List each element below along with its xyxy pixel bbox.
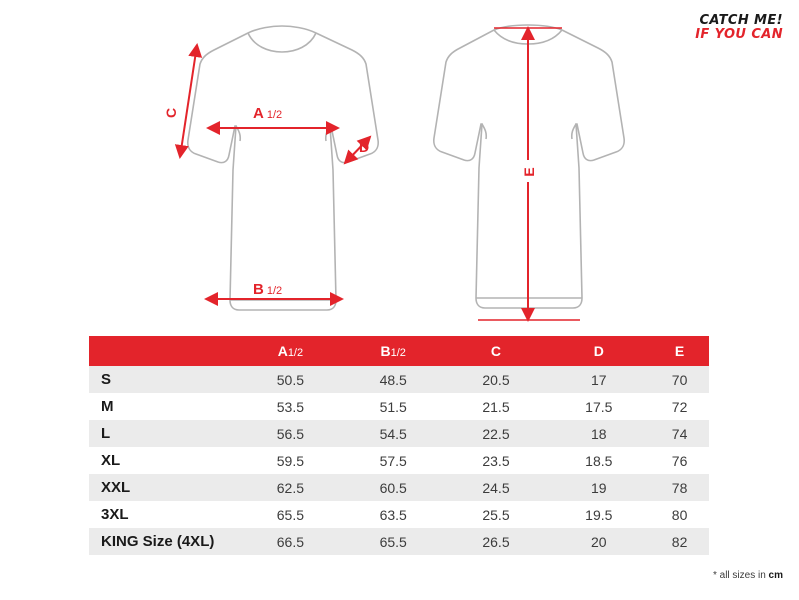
table-header-d-main: D <box>593 343 604 359</box>
table-row <box>89 501 709 528</box>
table-header-c-main: C <box>490 343 502 359</box>
row-size-label: KING Size (4XL) <box>89 528 239 555</box>
table-header-row <box>89 336 709 366</box>
row-value-b: 65.5 <box>342 528 445 555</box>
row-value-d: 19.5 <box>547 501 650 528</box>
tshirt-front-outline <box>188 26 378 310</box>
row-value-e: 70 <box>650 366 709 393</box>
measure-label-c: C <box>163 107 179 118</box>
table-row <box>89 528 709 555</box>
row-value-d: 19 <box>547 474 650 501</box>
table-header-a-main: A <box>277 343 288 359</box>
row-value-c: 22.5 <box>445 420 548 447</box>
brand-logo-line-2: IF YOU CAN <box>695 26 783 42</box>
measure-label-b-main: B <box>253 281 264 298</box>
row-value-e: 72 <box>650 393 709 420</box>
table-row <box>89 393 709 420</box>
row-value-b: 51.5 <box>342 393 445 420</box>
row-value-d: 18.5 <box>547 447 650 474</box>
table-row <box>89 366 709 393</box>
table-header-d <box>547 336 650 366</box>
row-size-label: XL <box>89 447 239 474</box>
table-header-b-main: B <box>380 343 391 359</box>
row-value-b: 54.5 <box>342 420 445 447</box>
row-value-b: 48.5 <box>342 366 445 393</box>
table-row <box>89 420 709 447</box>
units-footnote-prefix: * all sizes in <box>712 570 769 581</box>
table-body <box>89 366 709 555</box>
measure-label-a-main: A <box>253 105 264 122</box>
measure-label-a-frac: 1/2 <box>266 109 283 121</box>
table-header-a-frac: 1/2 <box>287 347 304 359</box>
table-header <box>89 336 709 366</box>
row-value-a: 50.5 <box>239 366 342 393</box>
brand-logo-line-1: CATCH ME! <box>699 13 783 28</box>
row-value-d: 18 <box>547 420 650 447</box>
row-value-e: 82 <box>650 528 709 555</box>
table-header-b-frac: 1/2 <box>390 347 406 359</box>
row-size-label: L <box>89 420 239 447</box>
measure-label-e: E <box>521 167 537 177</box>
row-value-a: 56.5 <box>239 420 342 447</box>
row-value-b: 63.5 <box>342 501 445 528</box>
table-header-size <box>89 336 239 366</box>
units-footnote <box>713 570 783 581</box>
row-value-b: 60.5 <box>342 474 445 501</box>
table-row <box>89 474 709 501</box>
row-value-c: 23.5 <box>445 447 548 474</box>
row-value-c: 25.5 <box>445 501 548 528</box>
table-header-e-main: E <box>674 343 685 359</box>
units-footnote-unit: cm <box>768 570 783 581</box>
measure-label-b-frac: 1/2 <box>266 285 283 297</box>
row-value-a: 66.5 <box>239 528 342 555</box>
row-value-e: 74 <box>650 420 709 447</box>
row-value-a: 59.5 <box>239 447 342 474</box>
table-header-b <box>342 336 445 366</box>
table-header-c <box>445 336 548 366</box>
row-size-label: S <box>89 366 239 393</box>
row-value-a: 65.5 <box>239 501 342 528</box>
row-value-e: 80 <box>650 501 709 528</box>
size-chart-table <box>89 336 709 555</box>
row-value-b: 57.5 <box>342 447 445 474</box>
row-value-c: 26.5 <box>445 528 548 555</box>
row-value-a: 53.5 <box>239 393 342 420</box>
table-row <box>89 447 709 474</box>
row-value-d: 17.5 <box>547 393 650 420</box>
row-value-c: 24.5 <box>445 474 548 501</box>
row-value-d: 20 <box>547 528 650 555</box>
table-header-e <box>650 336 709 366</box>
row-value-d: 17 <box>547 366 650 393</box>
table-header-a <box>239 336 342 366</box>
row-value-a: 62.5 <box>239 474 342 501</box>
measure-label-d: D <box>359 139 370 155</box>
row-value-e: 78 <box>650 474 709 501</box>
row-value-c: 20.5 <box>445 366 548 393</box>
row-value-e: 76 <box>650 447 709 474</box>
row-size-label: M <box>89 393 239 420</box>
row-size-label: XXL <box>89 474 239 501</box>
row-size-label: 3XL <box>89 501 239 528</box>
row-value-c: 21.5 <box>445 393 548 420</box>
